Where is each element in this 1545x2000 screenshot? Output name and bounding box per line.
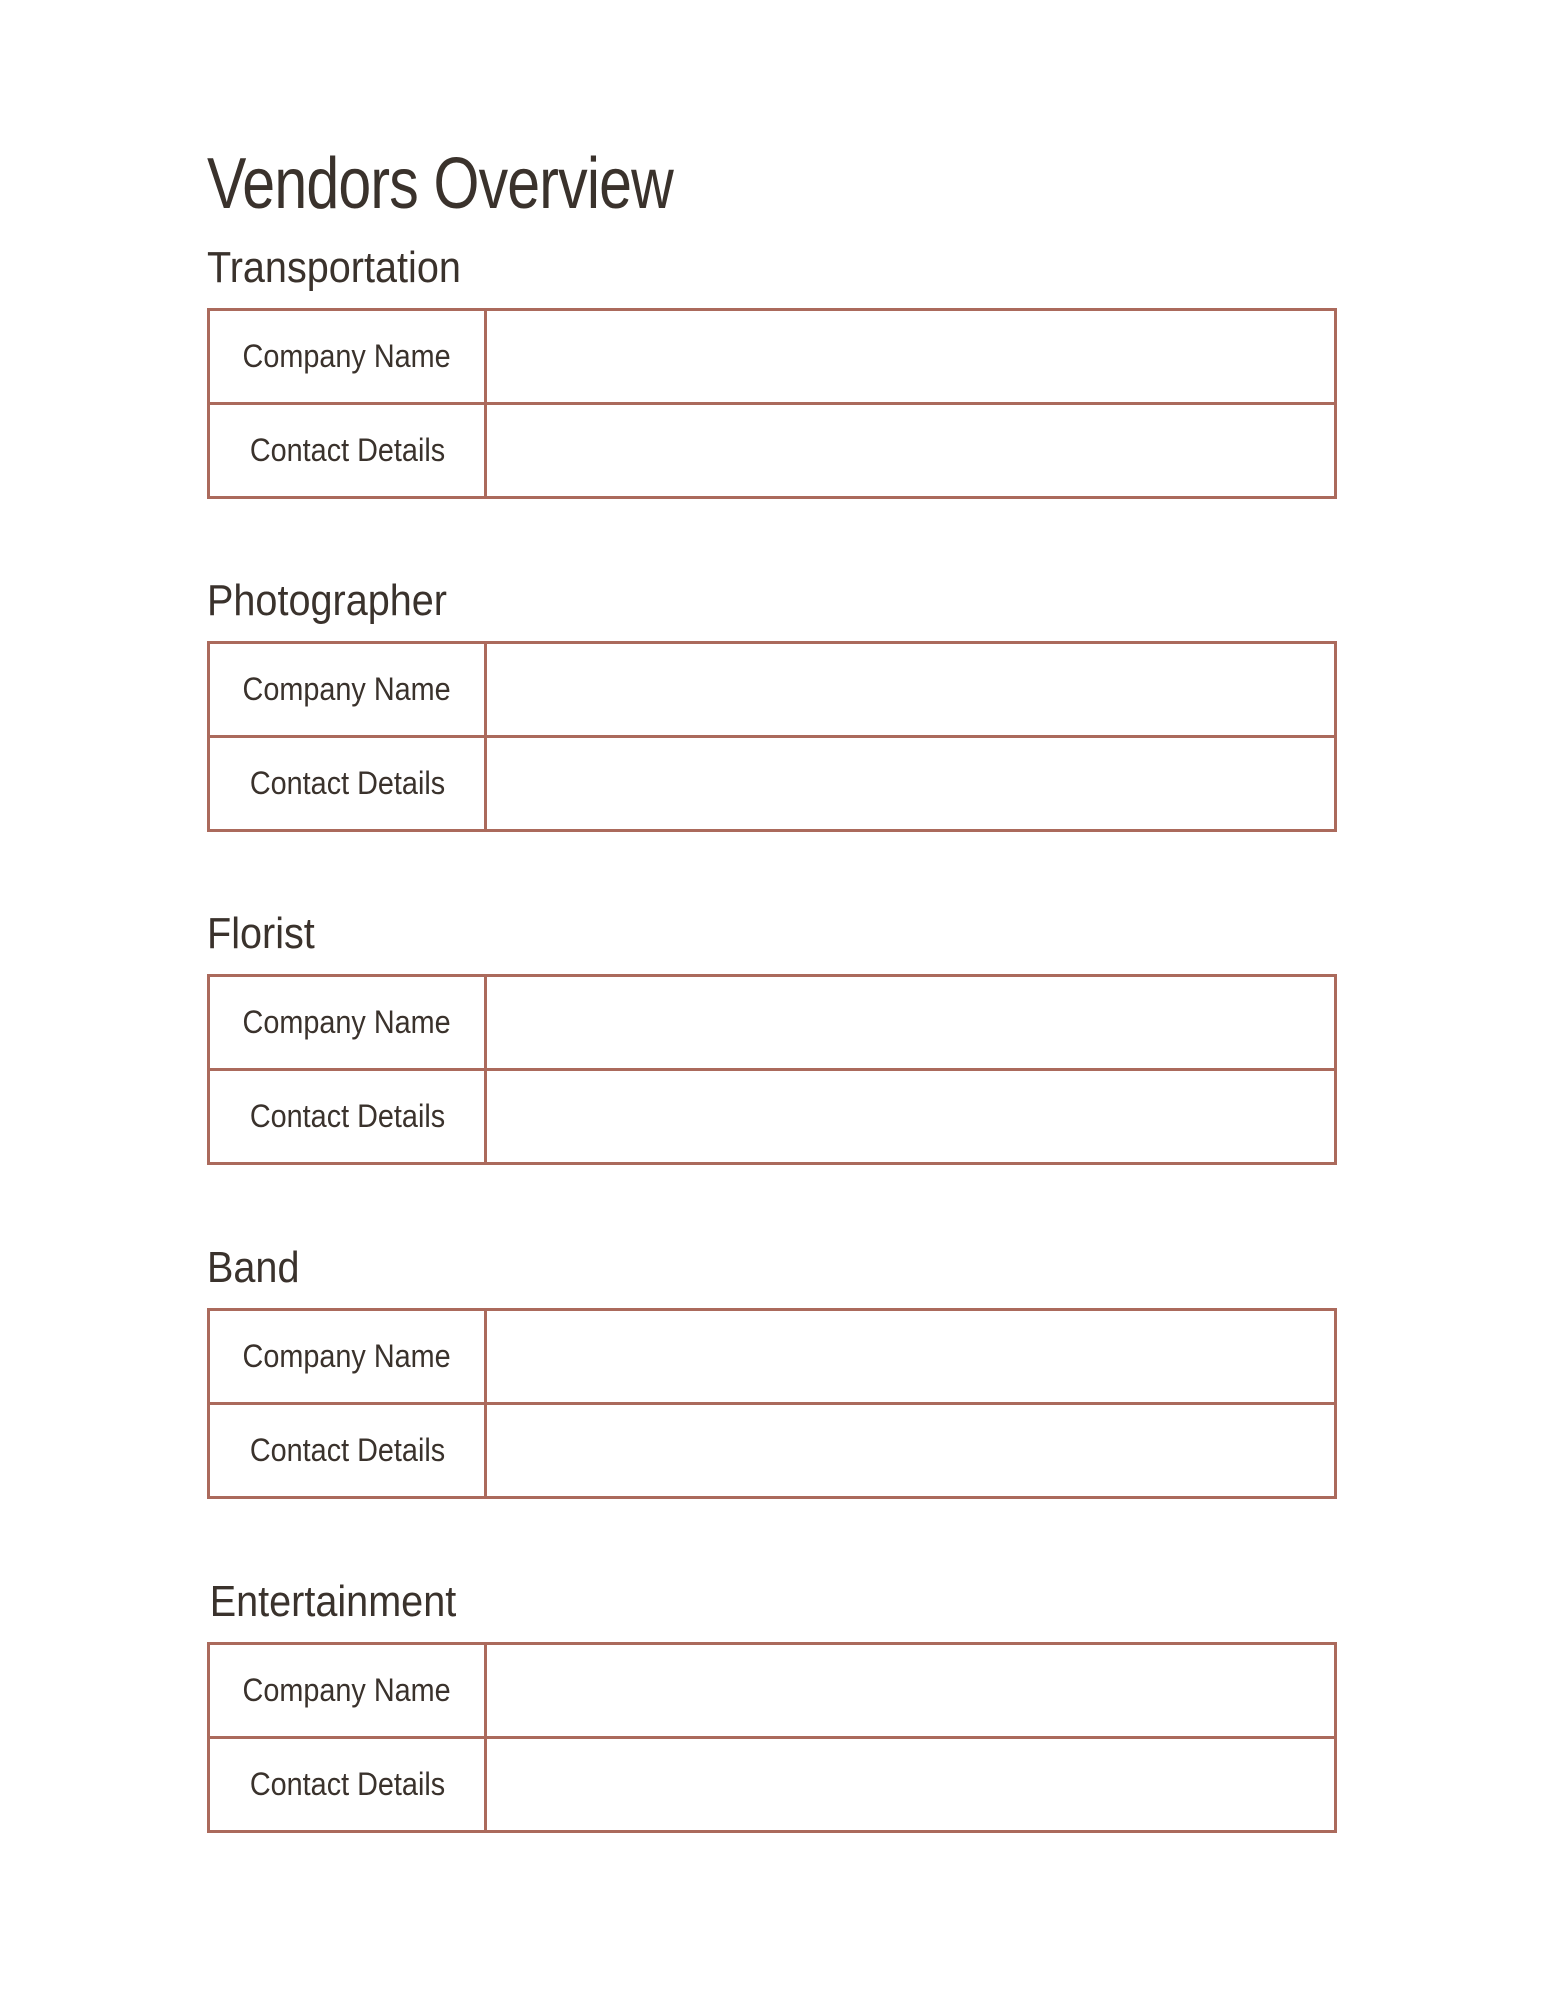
- table-row: [209, 1644, 1336, 1738]
- contact-details-field[interactable]: [486, 1070, 1336, 1164]
- company-name-field[interactable]: [486, 1310, 1336, 1404]
- company-name-label: Company Name: [209, 643, 486, 737]
- contact-details-label: Contact Details: [209, 737, 486, 831]
- table-row: [209, 1070, 1336, 1164]
- company-name-label: Company Name: [209, 1310, 486, 1404]
- company-name-field[interactable]: [486, 310, 1336, 404]
- section-entertainment: [207, 1577, 1337, 1833]
- table-row: [209, 310, 1336, 404]
- table-row: [209, 1404, 1336, 1498]
- table-row: [209, 737, 1336, 831]
- section-title: Photographer: [207, 576, 447, 625]
- section-title: Florist: [207, 909, 315, 958]
- company-name-field[interactable]: [486, 976, 1336, 1070]
- vendor-table: [207, 1642, 1337, 1833]
- table-row: [209, 1310, 1336, 1404]
- company-name-label: Company Name: [209, 1644, 486, 1738]
- company-name-field[interactable]: [486, 643, 1336, 737]
- company-name-label: Company Name: [209, 310, 486, 404]
- section-title: Entertainment: [209, 1577, 457, 1626]
- table-row: [209, 1738, 1336, 1832]
- section-transportation: [207, 243, 1337, 499]
- vendor-table: [207, 1308, 1337, 1499]
- section-title: Transportation: [207, 243, 461, 292]
- company-name-label: Company Name: [209, 976, 486, 1070]
- page-title: Vendors Overview: [207, 144, 673, 224]
- section-florist: [207, 909, 1337, 1165]
- vendor-table: [207, 308, 1337, 499]
- contact-details-label: Contact Details: [209, 1404, 486, 1498]
- vendor-table: [207, 974, 1337, 1165]
- table-row: [209, 976, 1336, 1070]
- contact-details-field[interactable]: [486, 737, 1336, 831]
- section-band: [207, 1243, 1337, 1499]
- contact-details-label: Contact Details: [209, 1070, 486, 1164]
- contact-details-field[interactable]: [486, 1738, 1336, 1832]
- vendor-table: [207, 641, 1337, 832]
- table-row: [209, 643, 1336, 737]
- section-photographer: [207, 576, 1337, 832]
- contact-details-label: Contact Details: [209, 1738, 486, 1832]
- contact-details-field[interactable]: [486, 404, 1336, 498]
- contact-details-field[interactable]: [486, 1404, 1336, 1498]
- section-title: Band: [207, 1243, 300, 1292]
- contact-details-label: Contact Details: [209, 404, 486, 498]
- company-name-field[interactable]: [486, 1644, 1336, 1738]
- table-row: [209, 404, 1336, 498]
